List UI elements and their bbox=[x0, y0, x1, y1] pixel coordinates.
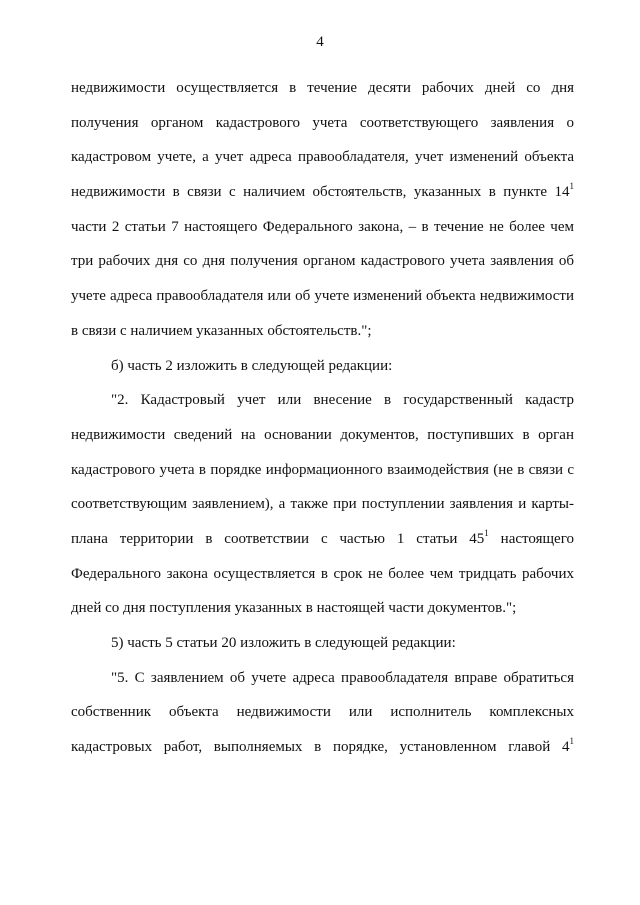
text-line: дней со дня поступления указанных в настоящей части документов."; bbox=[71, 600, 517, 617]
text-line bbox=[71, 522, 574, 557]
superscript: 1 bbox=[484, 527, 489, 538]
text-line: Федерального закона осуществляется в срок не более чем тридцать рабочих bbox=[71, 565, 574, 582]
text-fragment: плана территории в соответствии с частью 1 статьи 45 bbox=[71, 530, 485, 547]
text-fragment: недвижимости в связи с наличием обстоятельств, указанных в пункте 14 bbox=[71, 184, 570, 201]
text-line bbox=[71, 730, 574, 765]
text-line: три рабочих дня со дня получения органом кадастрового учета заявления об bbox=[71, 253, 574, 270]
text-line: кадастровом учете, а учет адреса правообладателя, учет изменений объекта bbox=[71, 149, 574, 166]
text-line: 5) часть 5 статьи 20 изложить в следующей редакции: bbox=[111, 635, 456, 651]
text-line: части 2 статьи 7 настоящего Федерального закона, – в течение не более чем bbox=[71, 218, 574, 235]
superscript: 1 bbox=[569, 736, 574, 747]
text-line: получения органом кадастрового учета соответствующего заявления о bbox=[71, 114, 574, 131]
text-line: учете адреса правообладателя или об учете изменений объекта недвижимости bbox=[71, 288, 574, 305]
text-line: недвижимости сведений на основании документов, поступивших в орган bbox=[71, 426, 574, 443]
text-line: кадастрового учета в порядке информационного взаимодействия (не в связи с bbox=[71, 461, 574, 478]
document-body bbox=[71, 71, 574, 765]
text-fragment: настоящего bbox=[488, 530, 574, 547]
superscript: 1 bbox=[569, 181, 574, 192]
text-line: б) часть 2 изложить в следующей редакции: bbox=[111, 357, 393, 374]
text-line: "5. С заявлением об учете адреса правообладателя вправе обратиться bbox=[111, 669, 574, 686]
text-line: собственник объекта недвижимости или исполнитель комплексных bbox=[71, 704, 574, 721]
text-line: в связи с наличием указанных обстоятельств."; bbox=[71, 322, 372, 339]
text-line: недвижимости осуществляется в течение десяти рабочих дней со дня bbox=[71, 80, 574, 96]
text-line: "2. Кадастровый учет или внесение в государственный кадастр bbox=[111, 392, 574, 409]
text-fragment: кадастровых работ, выполняемых в порядке, установленном главой 4 bbox=[71, 739, 570, 756]
text-line: соответствующим заявлением), а также при поступлении заявления и карты- bbox=[71, 496, 574, 513]
text-line bbox=[71, 175, 574, 210]
page-number: 4 bbox=[316, 34, 324, 50]
